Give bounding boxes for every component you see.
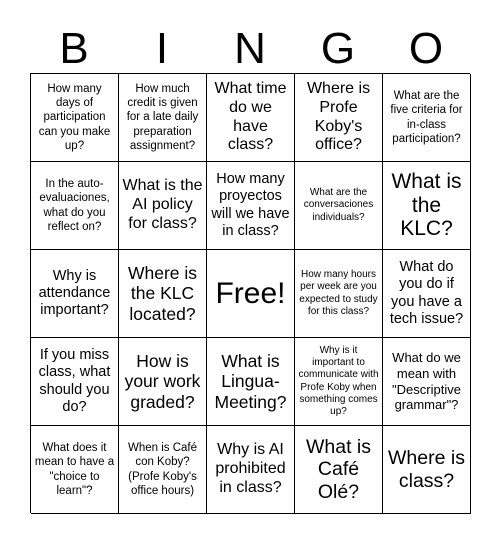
bingo-cell[interactable]: How much credit is given for a late daily preparation assignment? [119,74,207,162]
bingo-cell[interactable]: How is your work graded? [119,338,207,426]
bingo-cell[interactable]: Why is it important to communicate with Profe Koby when something comes up? [295,338,383,426]
bingo-cell[interactable]: What do we mean with "Descriptive grammar"? [383,338,471,426]
bingo-cell[interactable]: What does it mean to have a "choice to learn"? [31,426,119,514]
bingo-cell[interactable]: How many days of participation can you make up? [31,74,119,162]
bingo-cell[interactable]: Why is attendance important? [31,250,119,338]
bingo-cell[interactable]: How many proyectos will we have in class? [207,162,295,250]
bingo-cell[interactable]: Where is Profe Koby's office? [295,74,383,162]
bingo-cell[interactable]: If you miss class, what should you do? [31,338,119,426]
bingo-grid [30,73,470,513]
bingo-cell[interactable]: What are the five criteria for in-class participation? [383,74,471,162]
header-letter-o: O [408,24,444,73]
header-letter-n: N [234,24,266,73]
bingo-cell[interactable]: What are the conversaciones individuals? [295,162,383,250]
free-space[interactable]: Free! [207,250,295,338]
bingo-cell[interactable]: In the auto-evaluaciones, what do you reflect on? [31,162,119,250]
bingo-cell[interactable]: What is Lingua-Meeting? [207,338,295,426]
bingo-cell[interactable]: What is the AI policy for class? [119,162,207,250]
header-letter-g: G [320,24,356,73]
bingo-cell[interactable]: How many hours per week are you expected to study for this class? [295,250,383,338]
bingo-cell[interactable]: When is Café con Koby? (Profe Koby's office hours) [119,426,207,514]
bingo-cell[interactable]: Where is class? [383,426,471,514]
bingo-cell[interactable]: What do you do if you have a tech issue? [383,250,471,338]
bingo-cell[interactable]: What time do we have class? [207,74,295,162]
bingo-cell[interactable]: Why is AI prohibited in class? [207,426,295,514]
bingo-cell[interactable]: What is Café Olé? [295,426,383,514]
bingo-cell[interactable]: Where is the KLC located? [119,250,207,338]
header-letter-i: I [155,24,169,73]
bingo-cell[interactable]: What is the KLC? [383,162,471,250]
header-letter-b: B [59,24,89,73]
